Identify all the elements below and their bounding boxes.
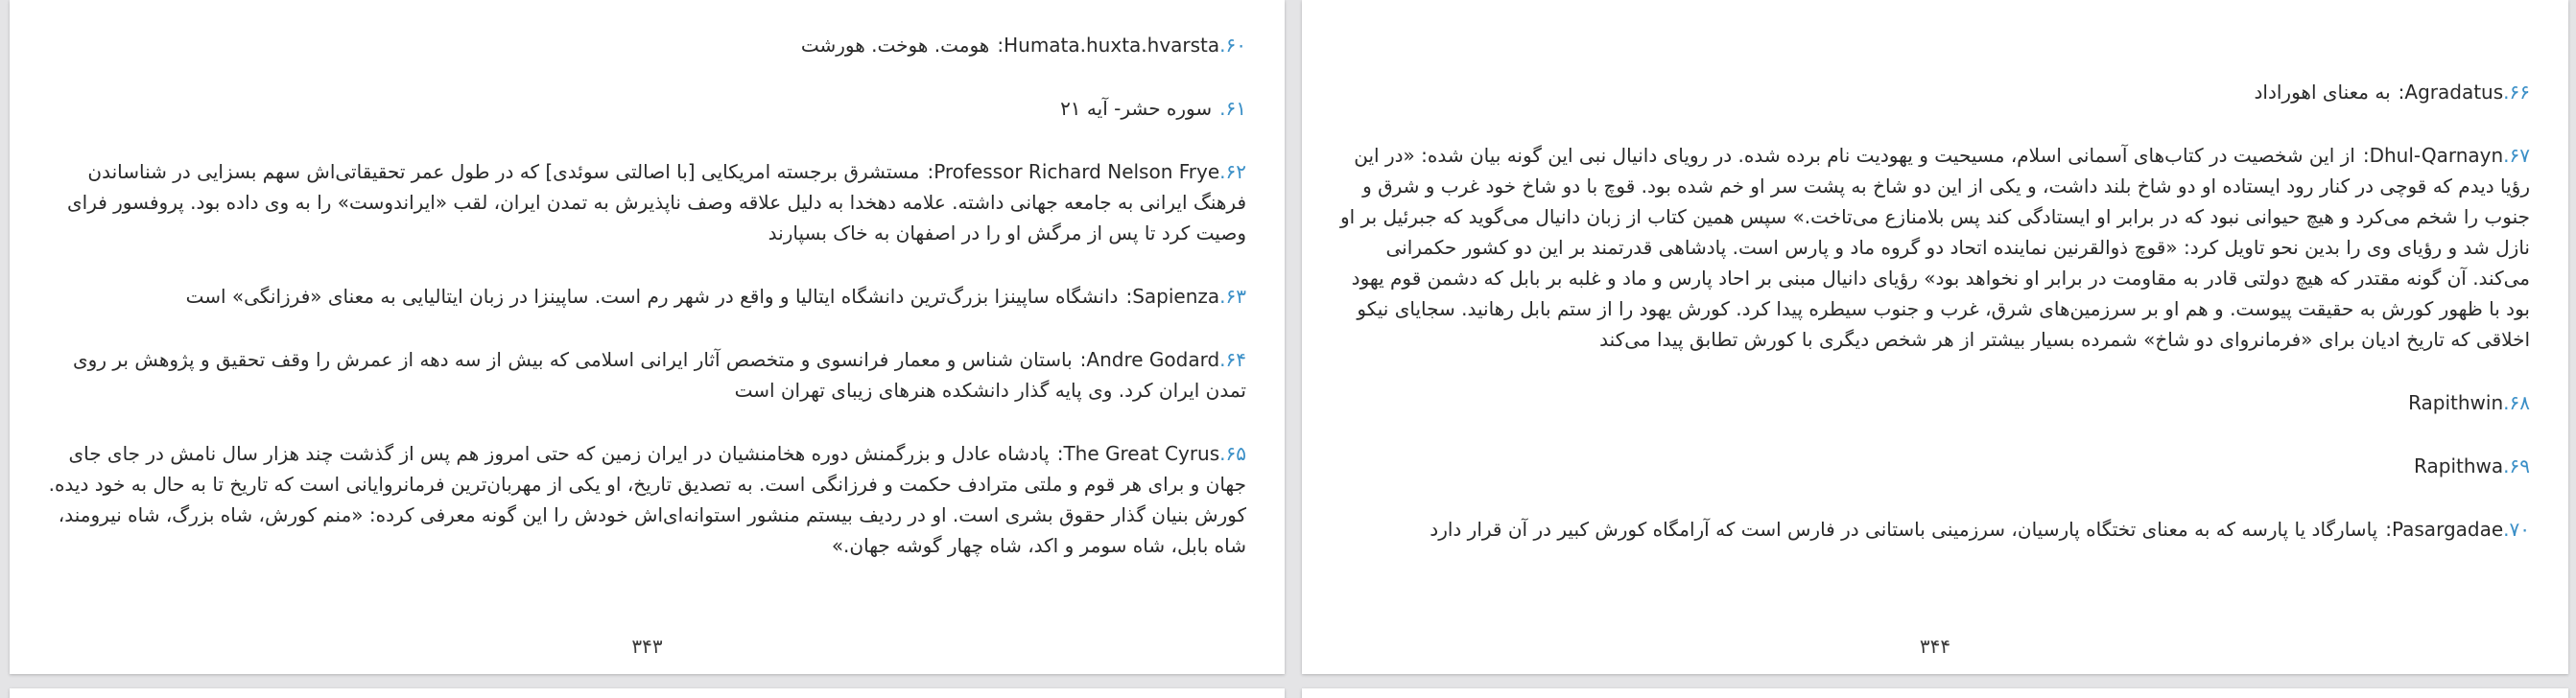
- endnote-text: پاسارگاد یا پارسه که به معنای تختگاه پارسیان، سرزمینی باستانی در فارس است که آرامگاه کورش کبیر در آن قرار دارد: [1430, 518, 2378, 541]
- endnote-number[interactable]: ۶۰: [1225, 34, 1246, 57]
- next-page-top-edge: [10, 688, 1285, 698]
- endnote-number-dot: .: [2503, 518, 2510, 541]
- endnote-number[interactable]: ۶۵: [1225, 442, 1246, 465]
- endnote-item: [1331, 77, 2530, 107]
- endnote-term: :Professor Richard Nelson Frye: [927, 160, 1220, 183]
- endnote-number[interactable]: ۶۲: [1225, 160, 1246, 183]
- endnote-number[interactable]: ۶۸: [2509, 391, 2530, 414]
- endnote-number-dot: .: [2503, 144, 2510, 167]
- endnote-term: :Pasargadae: [2385, 518, 2504, 541]
- endnote-number-dot: .: [1219, 442, 1226, 465]
- endnotes-list: [1331, 77, 2530, 577]
- endnote-item: [43, 93, 1246, 124]
- endnote-text: از این شخصیت در کتاب‌های آسمانی اسلام، مسیحیت و یهودیت نام برده شده. در رویای دانیال نبی این گونه بیان شده: «در این رؤیا دیدم که قوچی در کنار رود ایستاده او دو شاخ بلند داشت، و یکی از این دو شاخ به پشت سر او خم شده بود. قوچ با دو شاخ خود غرب و شرق و جنوب را شخم می‌کرد و هیچ حیوانی نبود که در برابر او ایستادگی کند پس بلامنازع می‌تاخت.» سپس همین کتاب از زبان دانیال می‌گوید که جبرئیل بر او نازل شد و رؤیای وی را بدین نحو تاویل کرد: «قوچ ذوالقرنین نماینده اتحاد دو گروه ماد و پارس است. پادشاهی قدرتمند بر این دو کشور حکمرانی می‌کند. آن گونه مقتدر که هیچ دولتی قادر به مقاومت در برابر او نخواهد بود» رؤیای دانیال مبنی بر احاد پارس و ماد و غلبه بر بابل که دشمن قوم یهود بود با ظهور کورش به حقیقت پیوست. و هم او بر سرزمین‌های شرق، غرب و جنوب سیطره پیدا کرد. کورش یهود را از ستم بابل رهانید. سجایای نیکو اخلاقی که تاریخ ادیان برای «فرمانروای دو شاخ» شمرده بسیار بیشتر از هر شخص دیگری با کورش تطابق پیدا می‌کند: [1339, 144, 2530, 351]
- page-number: ۳۴۳: [631, 635, 663, 658]
- endnote-item: [43, 281, 1246, 312]
- next-page-top-edge: [1302, 688, 2568, 698]
- endnote-number-dot: .: [1219, 285, 1226, 308]
- endnote-item: [1331, 387, 2530, 418]
- endnote-number-dot: .: [1219, 34, 1226, 57]
- endnote-number[interactable]: ۷۰: [2509, 518, 2530, 541]
- endnote-text: دانشگاه ساپینزا بزرگ‌ترین دانشگاه ایتالیا و واقع در شهر رم است. ساپینزا در زبان ایتالیایی به معنای «فرزانگی» است: [185, 285, 1119, 308]
- endnote-term: Rapithwin: [2408, 391, 2504, 414]
- endnote-term: Rapithwa: [2414, 454, 2504, 477]
- endnote-item: [1331, 451, 2530, 481]
- endnote-item: [1331, 514, 2530, 545]
- endnote-number[interactable]: ۶۶: [2509, 81, 2530, 104]
- page-344: [1302, 0, 2568, 674]
- endnote-text: به معنای اهوراداد: [2254, 81, 2391, 104]
- endnote-item: [1331, 140, 2530, 355]
- endnote-item: [43, 438, 1246, 561]
- endnote-number[interactable]: ۶۳: [1225, 285, 1246, 308]
- endnote-number-dot: .: [1219, 348, 1226, 371]
- endnote-number[interactable]: ۶۱: [1225, 97, 1246, 120]
- endnote-term: :Humata.huxta.hvarsta: [997, 34, 1220, 57]
- endnote-text: پادشاه عادل و بزرگمنش دوره هخامنشیان در ایران زمین که حتی امروز هم پس از گذشت چند هزار سال نامش در جای جای جهان و برای هر قوم و ملتی مترادف حکمت و فرزانگی است. به تصدیق تاریخ، او یکی از مهربان‌ترین فرمانروایانی است که تاریخ تا به حال به خود دیده. کورش بنیان گذار حقوق بشری است. او در ردیف بیستم منشور استوانه‌ای‌اش خودش را این گونه معرفی کرده: «منم کورش، شاه بزرگ، شاه نیرومند، شاه بابل، شاه سومر و اکد، شاه چهار گوشه جهان.»: [48, 442, 1246, 557]
- endnote-term: :Agradatus: [2398, 81, 2504, 104]
- endnote-text: هومت. هوخت. هورشت: [800, 34, 990, 57]
- endnote-item: [43, 344, 1246, 406]
- endnote-item: [43, 30, 1246, 60]
- endnote-term: :The Great Cyrus: [1056, 442, 1220, 465]
- endnote-number-dot: .: [1219, 97, 1226, 120]
- endnotes-list: [43, 30, 1246, 593]
- endnote-number-dot: .: [1219, 160, 1226, 183]
- endnote-number-dot: .: [2503, 391, 2510, 414]
- endnote-number-dot: .: [2503, 81, 2510, 104]
- endnote-text: سوره حشر- آیه ۲۱: [1060, 97, 1213, 120]
- endnote-number[interactable]: ۶۷: [2509, 144, 2530, 167]
- page-number: ۳۴۴: [1919, 635, 1951, 658]
- endnote-text: مستشرق برجسته امریکایی [با اصالتی سوئدی] که در طول عمر تحقیقاتی‌اش سهم بسزایی در شناساندن فرهنگ ایرانی به جامعه جهانی داشته. علامه دهخدا به دلیل علاقه وصف ناپذیرش به تمدن ایران، لقب «ایراندوست» را به وی داده بود. پروفسور فرای وصیت کرد تا پس از مرگش او را در اصفهان به خاک بسپارند: [66, 160, 1246, 244]
- endnote-term: :Sapienza: [1125, 285, 1220, 308]
- endnote-term: :Andre Godard: [1079, 348, 1220, 371]
- endnote-text: باستان شناس و معمار فرانسوی و متخصص آثار ایرانی اسلامی که بیش از سه دهه از عمرش را وقف تحقیق و پژوهش بر روی تمدن ایران کرد. وی پایه گذار دانشکده هنرهای زیبای تهران است: [73, 348, 1246, 402]
- endnote-number[interactable]: ۶۹: [2509, 454, 2530, 477]
- endnote-term: :Dhul-Qarnayn: [2362, 144, 2504, 167]
- endnote-number[interactable]: ۶۴: [1225, 348, 1246, 371]
- endnote-number-dot: .: [2503, 454, 2510, 477]
- endnote-item: [43, 156, 1246, 248]
- page-343: [10, 0, 1285, 674]
